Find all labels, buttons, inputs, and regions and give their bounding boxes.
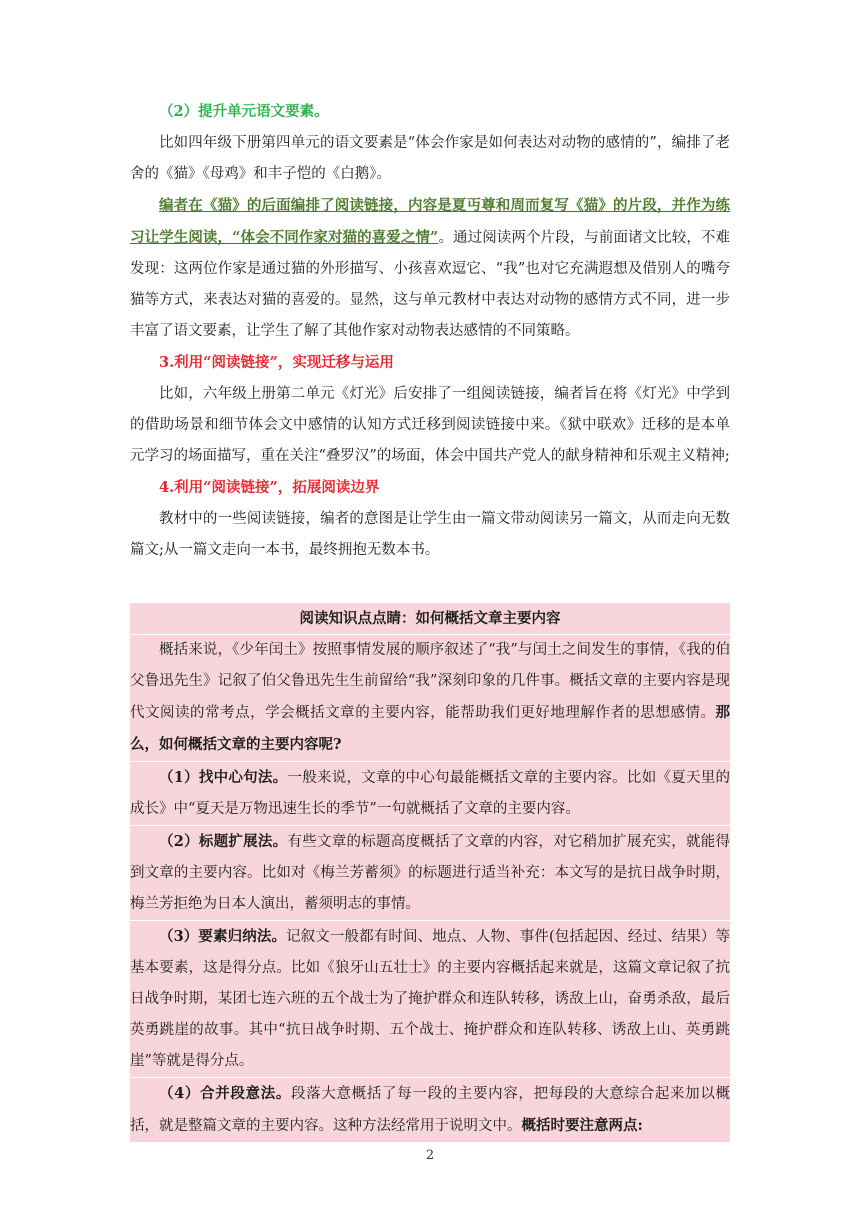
page-body — [130, 96, 730, 566]
method-1: （1）找中心句法。一般来说，文章的中心句最能概括文章的主要内容。比如《夏天里的成长》中“夏天是万物迅速生长的季节”一句就概括了文章的主要内容。 — [130, 762, 730, 826]
method-4: （4）合并段意法。段落大意概括了每一段的主要内容，把每段的大意综合起来加以概括，就是整篇文章的主要内容。这种方法经常用于说明文中。概括时要注意两点: — [130, 1085, 730, 1134]
section-heading-2: （2）提升单元语文要素。 — [159, 103, 329, 120]
knowledge-box — [130, 603, 730, 1142]
paragraph: 比如，六年级上册第二单元《灯光》后安排了一组阅读链接，编者旨在将《灯光》中学到的借助场景和细节体会文中感情的认知方式迁移到阅读链接中来。《狱中联欢》迁移的是本单元学习的场面描写，重在关注“叠罗汉”的场面，体会中国共产党人的献身精神和乐观主义精神; — [130, 386, 730, 464]
highlighted-text: 编者在《猫》的后面编排了阅读链接，内容是夏丏尊和周而复写《猫》的片段，并作为练习让学生阅读，“体会不同作家对猫的喜爱之情” — [130, 197, 730, 246]
section-heading-4: 4.利用“阅读链接”，拓展阅读边界 — [159, 479, 380, 496]
method-2: （2）标题扩展法。有些文章的标题高度概括了文章的内容，对它稍加扩展充实，就能得到文章的主要内容。比如对《梅兰芳蓄须》的标题进行适当补充：本文写的是抗日战争时期，梅兰芳拒绝为日本人演出，蓄须明志的事情。 — [130, 826, 730, 921]
section-heading-3: 3.利用“阅读链接”，实现迁移与运用 — [159, 354, 394, 371]
box-intro: 概括来说，《少年闰土》按照事情发展的顺序叙述了“我”与闰土之间发生的事情，《我的伯父鲁迅先生》记叙了伯父鲁迅先生生前留给“我”深刻印象的几件事。概括文章的主要内容是现代文阅读的常考点，学会概括文章的主要内容，能帮助我们更好地理解作者的思想感情。那么，如何概括文章的主要内容呢? — [130, 635, 730, 762]
paragraph: 比如四年级下册第四单元的语文要素是“体会作家是如何表达对动物的感情的”，编排了老舍的《猫》《母鸡》和丰子恺的《白鹅》。 — [130, 135, 730, 182]
paragraph: 教材中的一些阅读链接，编者的意图是让学生由一篇文带动阅读另一篇文，从而走向无数篇文;从一篇文走向一本书，最终拥抱无数本书。 — [130, 511, 730, 558]
method-3: （3）要素归纳法。记叙文一般都有时间、地点、人物、事件(包括起因、经过、结果）等基本要素，这是得分点。比如《狼牙山五壮士》的主要内容概括起来就是，这篇文章记叙了抗日战争时期，某团七连六班的五个战士为了掩护群众和连队转移，诱敌上山，奋勇杀敌，最后英勇跳崖的故事。其中“抗日战争时期、五个战士、掩护群众和连队转移、诱敌上山、英勇跳崖”等就是得分点。 — [130, 921, 730, 1078]
box-title: 阅读知识点点睛：如何概括文章主要内容 — [130, 603, 730, 635]
paragraph: 编者在《猫》的后面编排了阅读链接，内容是夏丏尊和周而复写《猫》的片段，并作为练习让学生阅读，“体会不同作家对猫的喜爱之情”。通过阅读两个片段，与前面诸文比较，不难发现：这两位作家是通过猫的外形描写、小孩喜欢逗它、“我”也对它充满遐想及借别人的嘴夸猫等方式，来表达对猫的喜爱的。显然，这与单元教材中表达对动物的感情方式不同，进一步丰富了语文要素，让学生了解了其他作家对动物表达感情的不同策略。 — [130, 197, 731, 339]
page-number: 2 — [425, 1148, 435, 1163]
